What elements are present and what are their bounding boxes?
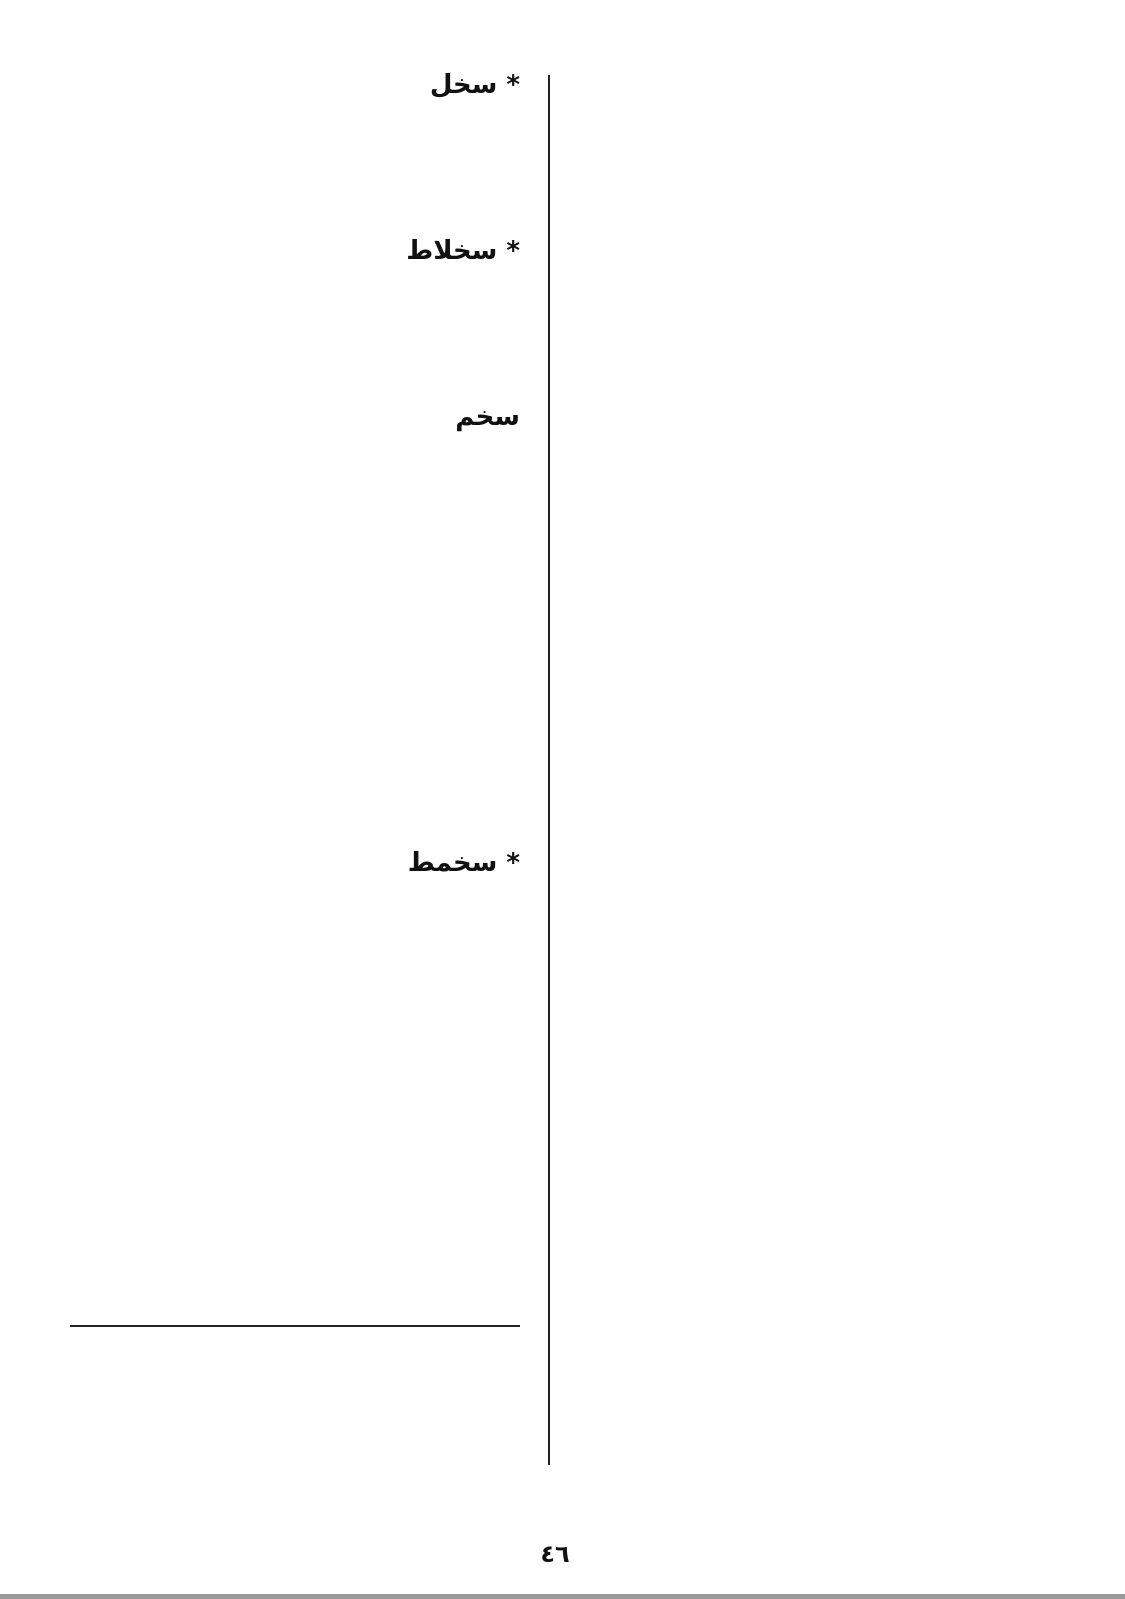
section-heading: * سخل <box>429 70 520 100</box>
right-column <box>577 70 1015 1470</box>
verse-line <box>577 840 1015 880</box>
dictionary-entry <box>577 560 1015 600</box>
dictionary-entry <box>577 420 1015 460</box>
dictionary-entry <box>577 350 1015 390</box>
dictionary-entry <box>577 70 1015 110</box>
section-heading: * سخلاط <box>406 236 520 266</box>
dictionary-entry <box>577 280 1015 320</box>
verse-commentary <box>577 980 1015 1020</box>
dictionary-entry <box>70 124 520 164</box>
scan-edge <box>0 1594 1125 1599</box>
section-heading: * سخمط <box>407 848 520 878</box>
footnote-divider <box>70 1325 520 1327</box>
dictionary-entry <box>70 290 520 330</box>
dictionary-entry <box>70 666 520 706</box>
verse-line <box>577 770 1015 810</box>
column-divider <box>548 75 550 1465</box>
section-heading: سخم <box>455 402 520 432</box>
page-number: ٤٦ <box>540 1540 570 1568</box>
dictionary-entry <box>70 596 520 636</box>
footnotes <box>70 1340 520 1430</box>
verse-line <box>577 700 1015 740</box>
dictionary-entry <box>70 526 520 566</box>
dictionary-entry <box>577 630 1015 670</box>
dictionary-entry <box>70 902 520 942</box>
dictionary-entry <box>70 456 520 496</box>
verse-line <box>577 910 1015 950</box>
dictionary-entry <box>577 210 1015 250</box>
dictionary-entry <box>577 490 1015 530</box>
dictionary-entry <box>70 736 520 776</box>
dictionary-entry <box>577 140 1015 180</box>
left-column <box>70 70 520 1470</box>
